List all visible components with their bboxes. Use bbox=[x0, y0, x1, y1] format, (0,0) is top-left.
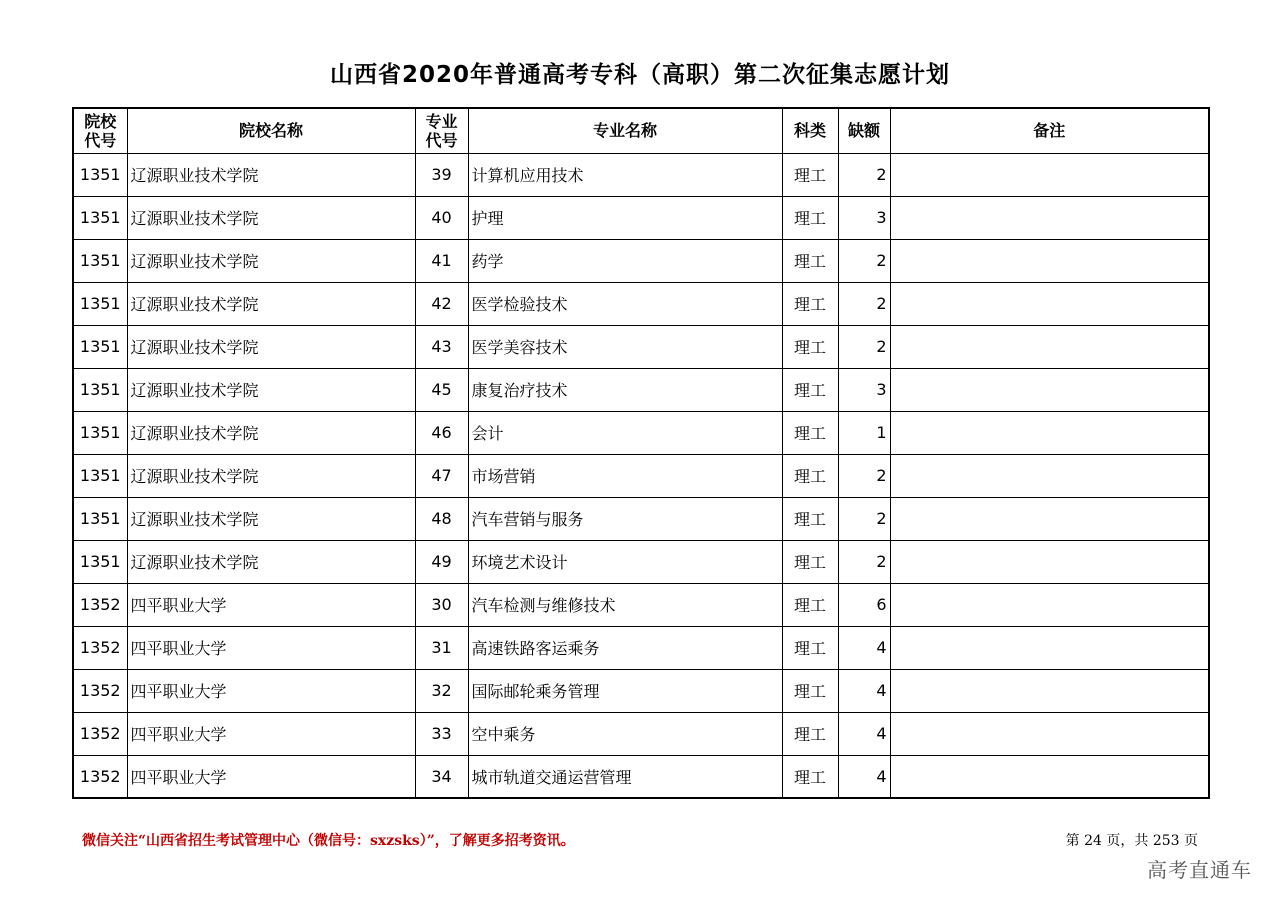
table-header-row bbox=[73, 108, 1209, 153]
cell-school-code: 1352 bbox=[73, 755, 127, 798]
cell-school-code: 1351 bbox=[73, 239, 127, 282]
cell-remarks bbox=[890, 282, 1209, 325]
table-row bbox=[73, 239, 1209, 282]
table-row bbox=[73, 712, 1209, 755]
cell-major-name: 环境艺术设计 bbox=[468, 540, 782, 583]
cell-vacancies: 2 bbox=[838, 153, 890, 196]
cell-category: 理工 bbox=[782, 755, 838, 798]
cell-category: 理工 bbox=[782, 325, 838, 368]
cell-school-name: 辽源职业技术学院 bbox=[127, 282, 415, 325]
cell-major-code: 34 bbox=[415, 755, 468, 798]
cell-school-code: 1352 bbox=[73, 583, 127, 626]
table-row bbox=[73, 454, 1209, 497]
cell-category: 理工 bbox=[782, 368, 838, 411]
cell-remarks bbox=[890, 153, 1209, 196]
table-row bbox=[73, 411, 1209, 454]
cell-category: 理工 bbox=[782, 712, 838, 755]
cell-vacancies: 6 bbox=[838, 583, 890, 626]
cell-remarks bbox=[890, 755, 1209, 798]
cell-major-code: 47 bbox=[415, 454, 468, 497]
cell-vacancies: 4 bbox=[838, 712, 890, 755]
cell-major-name: 护理 bbox=[468, 196, 782, 239]
cell-school-name: 四平职业大学 bbox=[127, 712, 415, 755]
cell-major-code: 48 bbox=[415, 497, 468, 540]
cell-school-name: 辽源职业技术学院 bbox=[127, 325, 415, 368]
cell-school-code: 1351 bbox=[73, 368, 127, 411]
table-row bbox=[73, 196, 1209, 239]
cell-remarks bbox=[890, 239, 1209, 282]
cell-major-name: 空中乘务 bbox=[468, 712, 782, 755]
table-row bbox=[73, 626, 1209, 669]
cell-school-name: 辽源职业技术学院 bbox=[127, 239, 415, 282]
cell-school-name: 辽源职业技术学院 bbox=[127, 153, 415, 196]
watermark-text: 高考直通车 bbox=[1147, 858, 1252, 882]
cell-major-code: 42 bbox=[415, 282, 468, 325]
header-school-code: 院校代号 bbox=[73, 108, 127, 153]
cell-school-name: 辽源职业技术学院 bbox=[127, 411, 415, 454]
cell-school-code: 1351 bbox=[73, 540, 127, 583]
cell-major-code: 45 bbox=[415, 368, 468, 411]
header-remarks: 备注 bbox=[890, 108, 1209, 153]
cell-vacancies: 3 bbox=[838, 196, 890, 239]
cell-category: 理工 bbox=[782, 239, 838, 282]
cell-major-code: 32 bbox=[415, 669, 468, 712]
cell-vacancies: 2 bbox=[838, 540, 890, 583]
table-row bbox=[73, 368, 1209, 411]
cell-vacancies: 3 bbox=[838, 368, 890, 411]
cell-remarks bbox=[890, 669, 1209, 712]
cell-remarks bbox=[890, 583, 1209, 626]
header-vacancies: 缺额 bbox=[838, 108, 890, 153]
table-row bbox=[73, 583, 1209, 626]
cell-category: 理工 bbox=[782, 153, 838, 196]
cell-major-name: 计算机应用技术 bbox=[468, 153, 782, 196]
cell-major-name: 康复治疗技术 bbox=[468, 368, 782, 411]
cell-category: 理工 bbox=[782, 626, 838, 669]
page-number: 第 24 页，共 253 页 bbox=[1065, 833, 1198, 849]
table-row bbox=[73, 153, 1209, 196]
cell-school-name: 辽源职业技术学院 bbox=[127, 540, 415, 583]
cell-school-code: 1351 bbox=[73, 153, 127, 196]
cell-remarks bbox=[890, 368, 1209, 411]
table-row bbox=[73, 282, 1209, 325]
cell-major-code: 31 bbox=[415, 626, 468, 669]
table-row bbox=[73, 497, 1209, 540]
cell-major-code: 49 bbox=[415, 540, 468, 583]
cell-major-name: 药学 bbox=[468, 239, 782, 282]
cell-major-name: 医学美容技术 bbox=[468, 325, 782, 368]
cell-remarks bbox=[890, 626, 1209, 669]
cell-remarks bbox=[890, 540, 1209, 583]
cell-remarks bbox=[890, 196, 1209, 239]
cell-school-name: 辽源职业技术学院 bbox=[127, 196, 415, 239]
cell-category: 理工 bbox=[782, 282, 838, 325]
cell-major-name: 国际邮轮乘务管理 bbox=[468, 669, 782, 712]
wechat-follow-note: 微信关注“山西省招生考试管理中心（微信号：sxzsks）”，了解更多招考资讯。 bbox=[82, 833, 575, 849]
cell-vacancies: 1 bbox=[838, 411, 890, 454]
cell-major-code: 33 bbox=[415, 712, 468, 755]
cell-category: 理工 bbox=[782, 196, 838, 239]
cell-school-code: 1351 bbox=[73, 497, 127, 540]
cell-category: 理工 bbox=[782, 540, 838, 583]
cell-remarks bbox=[890, 454, 1209, 497]
cell-vacancies: 4 bbox=[838, 669, 890, 712]
table-row bbox=[73, 669, 1209, 712]
table-row bbox=[73, 325, 1209, 368]
cell-major-name: 高速铁路客运乘务 bbox=[468, 626, 782, 669]
cell-school-name: 四平职业大学 bbox=[127, 669, 415, 712]
cell-major-name: 城市轨道交通运营管理 bbox=[468, 755, 782, 798]
header-major-name: 专业名称 bbox=[468, 108, 782, 153]
cell-school-code: 1352 bbox=[73, 669, 127, 712]
document-title: 山西省2020年普通高考专科（高职）第二次征集志愿计划 bbox=[329, 62, 950, 88]
cell-remarks bbox=[890, 411, 1209, 454]
cell-major-name: 汽车营销与服务 bbox=[468, 497, 782, 540]
cell-vacancies: 2 bbox=[838, 497, 890, 540]
cell-school-code: 1351 bbox=[73, 196, 127, 239]
cell-category: 理工 bbox=[782, 497, 838, 540]
cell-vacancies: 4 bbox=[838, 755, 890, 798]
cell-school-code: 1351 bbox=[73, 282, 127, 325]
cell-school-code: 1351 bbox=[73, 411, 127, 454]
cell-major-code: 40 bbox=[415, 196, 468, 239]
cell-major-code: 30 bbox=[415, 583, 468, 626]
cell-school-name: 四平职业大学 bbox=[127, 755, 415, 798]
cell-remarks bbox=[890, 712, 1209, 755]
cell-major-name: 汽车检测与维修技术 bbox=[468, 583, 782, 626]
cell-school-code: 1351 bbox=[73, 454, 127, 497]
table-row bbox=[73, 540, 1209, 583]
cell-vacancies: 4 bbox=[838, 626, 890, 669]
cell-major-code: 39 bbox=[415, 153, 468, 196]
table-row bbox=[73, 755, 1209, 798]
cell-category: 理工 bbox=[782, 454, 838, 497]
cell-remarks bbox=[890, 325, 1209, 368]
cell-school-name: 四平职业大学 bbox=[127, 626, 415, 669]
cell-major-name: 医学检验技术 bbox=[468, 282, 782, 325]
header-major-code: 专业代号 bbox=[415, 108, 468, 153]
cell-major-code: 46 bbox=[415, 411, 468, 454]
cell-category: 理工 bbox=[782, 583, 838, 626]
cell-school-name: 辽源职业技术学院 bbox=[127, 368, 415, 411]
cell-major-code: 43 bbox=[415, 325, 468, 368]
cell-vacancies: 2 bbox=[838, 239, 890, 282]
cell-vacancies: 2 bbox=[838, 454, 890, 497]
cell-school-code: 1352 bbox=[73, 712, 127, 755]
cell-school-code: 1351 bbox=[73, 325, 127, 368]
cell-vacancies: 2 bbox=[838, 282, 890, 325]
cell-school-code: 1352 bbox=[73, 626, 127, 669]
cell-major-name: 会计 bbox=[468, 411, 782, 454]
header-category: 科类 bbox=[782, 108, 838, 153]
enrollment-plan-table bbox=[72, 107, 1210, 799]
cell-school-name: 四平职业大学 bbox=[127, 583, 415, 626]
cell-school-name: 辽源职业技术学院 bbox=[127, 497, 415, 540]
cell-remarks bbox=[890, 497, 1209, 540]
cell-vacancies: 2 bbox=[838, 325, 890, 368]
cell-category: 理工 bbox=[782, 669, 838, 712]
cell-major-name: 市场营销 bbox=[468, 454, 782, 497]
cell-school-name: 辽源职业技术学院 bbox=[127, 454, 415, 497]
header-school-name: 院校名称 bbox=[127, 108, 415, 153]
cell-major-code: 41 bbox=[415, 239, 468, 282]
cell-category: 理工 bbox=[782, 411, 838, 454]
